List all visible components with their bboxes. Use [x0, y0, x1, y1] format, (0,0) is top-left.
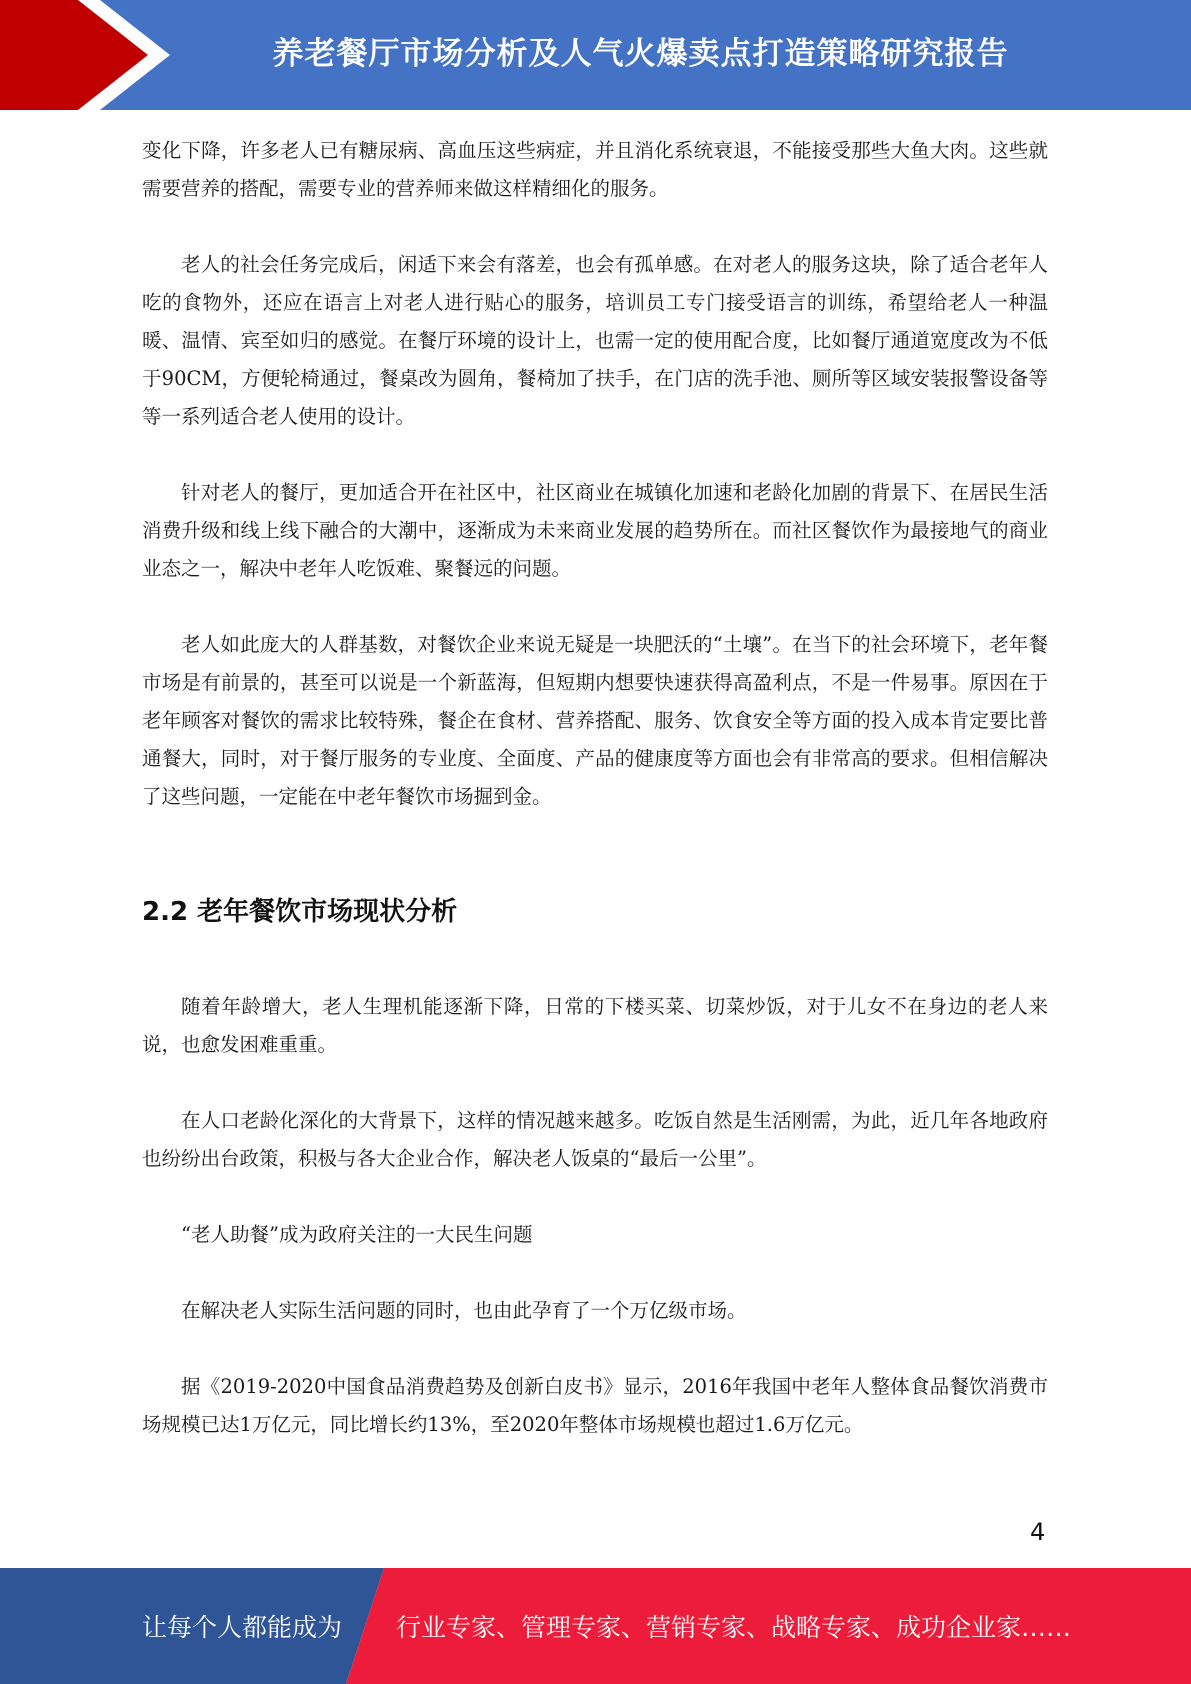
header-banner: [0, 0, 1191, 110]
page-body: [142, 132, 1048, 1444]
footer-slogan-right: 行业专家、管理专家、营销专家、战略专家、成功企业家……: [396, 1613, 1072, 1642]
footer-banner: [0, 1568, 1191, 1684]
paragraph: 老人如此庞大的人群基数，对餐饮企业来说无疑是一块肥沃的“土壤”。在当下的社会环境下，老年餐市场是有前景的，甚至可以说是一个新蓝海，但短期内想要快速获得高盈利点，不是一件易事。原因在于老年顾客对餐饮的需求比较特殊，餐企在食材、营养搭配、服务、饮食安全等方面的投入成本肯定要比普通餐大，同时，对于餐厅服务的专业度、全面度、产品的健康度等方面也会有非常高的要求。但相信解决了这些问题，一定能在中老年餐饮市场掘到金。: [142, 633, 1048, 808]
paragraph: 随着年龄增大，老人生理机能逐渐下降，日常的下楼买菜、切菜炒饭，对于儿女不在身边的老人来说，也愈发困难重重。: [142, 995, 1048, 1056]
paragraph: 在解决老人实际生活问题的同时，也由此孕育了一个万亿级市场。: [181, 1299, 747, 1322]
paragraph: 变化下降，许多老人已有糖尿病、高血压这些病症，并且消化系统衰退，不能接受那些大鱼大肉。这些就需要营养的搭配，需要专业的营养师来做这样精细化的服务。: [142, 139, 1048, 200]
report-title: 养老餐厅市场分析及人气火爆卖点打造策略研究报告: [272, 35, 1009, 72]
section-heading: 2.2 老年餐饮市场现状分析: [142, 897, 458, 927]
page-number: 4: [1030, 1518, 1046, 1546]
paragraph: “老人助餐”成为政府关注的一大民生问题: [181, 1223, 533, 1246]
paragraph: 据《2019-2020中国食品消费趋势及创新白皮书》显示，2016年我国中老年人整体食品餐饮消费市场规模已达1万亿元，同比增长约13%，至2020年整体市场规模也超过1.6万亿元。: [142, 1375, 1048, 1436]
paragraph: 针对老人的餐厅，更加适合开在社区中，社区商业在城镇化加速和老龄化加剧的背景下、在居民生活消费升级和线上线下融合的大潮中，逐渐成为未来商业发展的趋势所在。而社区餐饮作为最接地气的商业业态之一，解决中老年人吃饭难、聚餐远的问题。: [142, 481, 1048, 580]
paragraph: 老人的社会任务完成后，闲适下来会有落差，也会有孤单感。在对老人的服务这块，除了适合老年人吃的食物外，还应在语言上对老人进行贴心的服务，培训员工专门接受语言的训练，希望给老人一种温暖、温情、宾至如归的感觉。在餐厅环境的设计上，也需一定的使用配合度，比如餐厅通道宽度改为不低于90CM，方便轮椅通过，餐桌改为圆角，餐椅加了扶手，在门店的洗手池、厕所等区域安装报警设备等等一系列适合老人使用的设计。: [142, 253, 1048, 428]
paragraph: 在人口老龄化深化的大背景下，这样的情况越来越多。吃饭自然是生活刚需，为此，近几年各地政府也纷纷出台政策，积极与各大企业合作，解决老人饭桌的“最后一公里”。: [142, 1109, 1048, 1170]
footer-slogan-left: 让每个人都能成为: [142, 1613, 343, 1642]
